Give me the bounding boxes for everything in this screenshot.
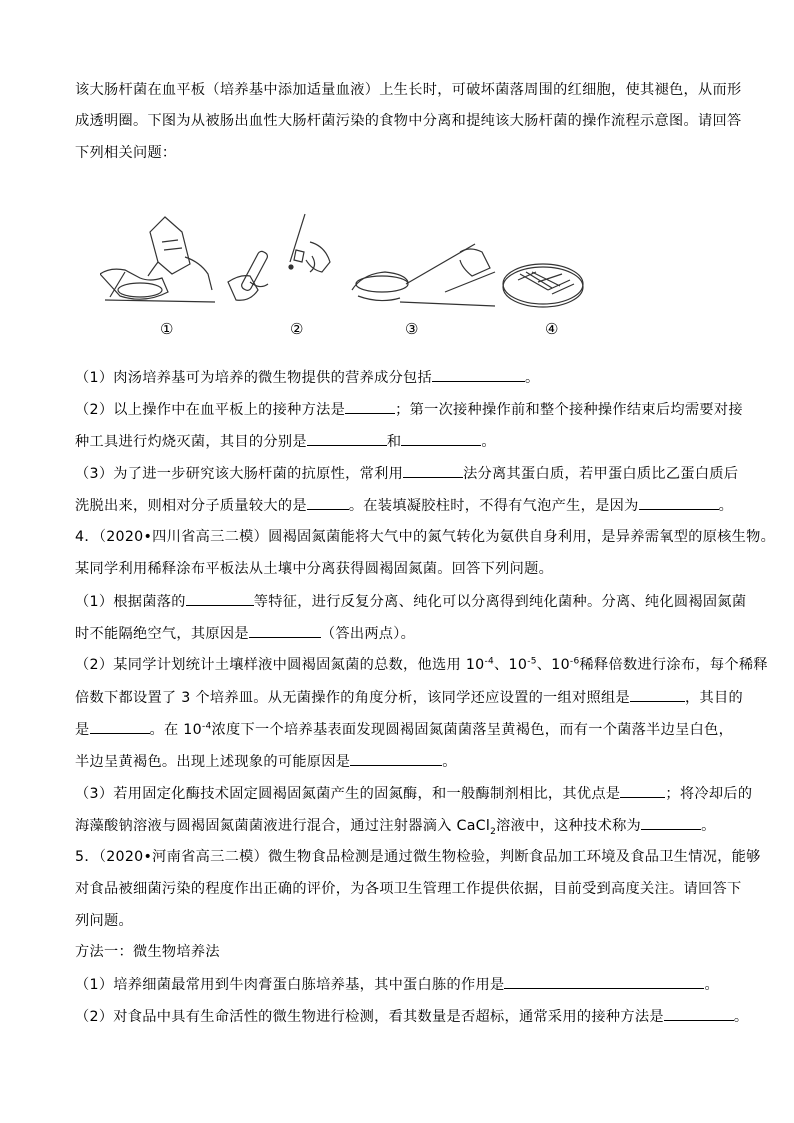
intro-line-1: 该大肠杆菌在血平板（培养基中添加适量血液）上生长时，可破坏菌落周围的红细胞，使其褪色，从而形 <box>75 82 742 98</box>
figure-label-3: ③ <box>405 320 419 338</box>
p4-line-1: 4．（2020•四川省高三二模）圆褐固氮菌能将大气中的氮气转化为氨供自身利用，是异养需氧型的原核生物。 <box>75 529 776 545</box>
step1-pour-illustration <box>100 217 215 302</box>
q3-line-1: （3）为了进一步研究该大肠杆菌的抗原性，常利用 法分离其蛋白质，若甲蛋白质比乙蛋白质后 <box>75 463 738 484</box>
procedure-illustration <box>100 212 600 322</box>
p4q3-blank-advantage[interactable] <box>620 783 665 798</box>
p4q1-blank-reason[interactable] <box>249 623 321 638</box>
p5q2-blank[interactable] <box>664 1006 734 1021</box>
p4q2-blank-control[interactable] <box>630 687 685 702</box>
figure-label-1: ① <box>160 320 174 338</box>
p5q2-line: （2）对食品中具有生命活性的微生物进行检测，看其数量是否超标，通常采用的接种方法是 。 <box>75 1006 748 1027</box>
q1-blank[interactable] <box>432 367 525 382</box>
q3-blank-protein[interactable] <box>307 495 349 510</box>
q3-line-2: 洗脱出来，则相对分子质量较大的是 。在装填凝胶柱时，不得有气泡产生，是因为 。 <box>75 495 733 516</box>
p5q1-blank[interactable] <box>504 974 704 989</box>
p4q2-line-2: 倍数下都设置了 3 个培养皿。从无菌操作的角度分析，该同学还应设置的一组对照组是 ，其目的 <box>75 687 743 708</box>
p4q3-line-2: 海藻酸钠溶液与圆褐固氮菌菌液进行混合，通过注射器滴入 CaCl$_2$溶液中，这种技术称为 。 <box>75 815 716 836</box>
procedure-figure <box>100 212 600 347</box>
q2-blank-purpose-1[interactable] <box>307 431 387 446</box>
step4-plate-illustration <box>503 264 583 307</box>
p4q2-line-3: 是 。在 $10^{-4}$浓度下一个培养基表面发现圆褐固氮菌菌落呈黄褐色，而有一个菌落半边呈白色， <box>75 719 733 740</box>
step3-streak-illustration <box>352 244 495 306</box>
p4-line-2: 某同学利用稀释涂布平板法从土壤中分离获得圆褐固氮菌。回答下列问题。 <box>75 561 554 577</box>
p4q1-line-2: 时不能隔绝空气，其原因是 （答出两点）。 <box>75 623 415 644</box>
p5-method-heading: 方法一：微生物培养法 <box>75 944 220 960</box>
p5q1-line: （1）培养细菌最常用到牛肉膏蛋白胨培养基，其中蛋白胨的作用是 。 <box>75 974 719 995</box>
p4q2-line-4: 半边呈黄褐色。出现上述现象的可能原因是 。 <box>75 751 457 772</box>
p4q2-blank-purpose[interactable] <box>90 719 150 734</box>
q2-line-1: （2）以上操作中在血平板上的接种方法是 ；第一次接种操作前和整个接种操作结束后均需要对接 <box>75 399 743 420</box>
p4q2-blank-cause[interactable] <box>350 751 442 766</box>
p5-line-3: 列问题。 <box>75 913 133 929</box>
step2-pipette-illustration <box>289 214 330 272</box>
q2-blank-purpose-2[interactable] <box>401 431 481 446</box>
q3-blank-method[interactable] <box>403 463 463 478</box>
figure-label-4: ④ <box>545 320 559 338</box>
p4q3-line-1: （3）若用固定化酶技术固定圆褐固氮菌产生的固氮酶，和一般酶制剂相比，其优点是 ；将冷却后的 <box>75 783 752 804</box>
q1-line: （1）肉汤培养基可为培养的微生物提供的营养成分包括 。 <box>75 367 540 388</box>
p5-line-2: 对食品被细菌污染的程度作出正确的评价，为各项卫生管理工作提供依据，目前受到高度关注。请回答下 <box>75 881 742 897</box>
p5-line-1: 5．（2020•河南省高三二模）微生物食品检测是通过微生物检验，判断食品加工环境及食品卫生情况，能够 <box>75 849 761 865</box>
q2-line-2: 种工具进行灼烧灭菌，其目的分别是 和 。 <box>75 431 496 452</box>
p4q3-blank-technique[interactable] <box>641 815 701 830</box>
p4q1-blank-features[interactable] <box>186 591 254 606</box>
step2-tube-illustration <box>228 250 269 300</box>
p4q1-line-1: （1）根据菌落的 等特征，进行反复分离、纯化可以分离得到纯化菌种。分离、纯化圆褐固氮菌 <box>75 591 746 612</box>
intro-line-3: 下列相关问题： <box>75 145 177 161</box>
q3-blank-reason[interactable] <box>639 495 719 510</box>
intro-line-2: 成透明圈。下图为从被肠出血性大肠杆菌污染的食物中分离和提纯该大肠杆菌的操作流程示意图。请回答 <box>75 113 742 129</box>
figure-label-2: ② <box>290 320 304 338</box>
q2-blank-method[interactable] <box>345 399 395 414</box>
p4q2-line-1: （2）某同学计划统计土壤样液中圆褐固氮菌的总数，他选用 $10^{-4}$、$10^{-5}$、$10^{-6}$稀释倍数进行涂布，每个稀释 <box>75 656 768 673</box>
